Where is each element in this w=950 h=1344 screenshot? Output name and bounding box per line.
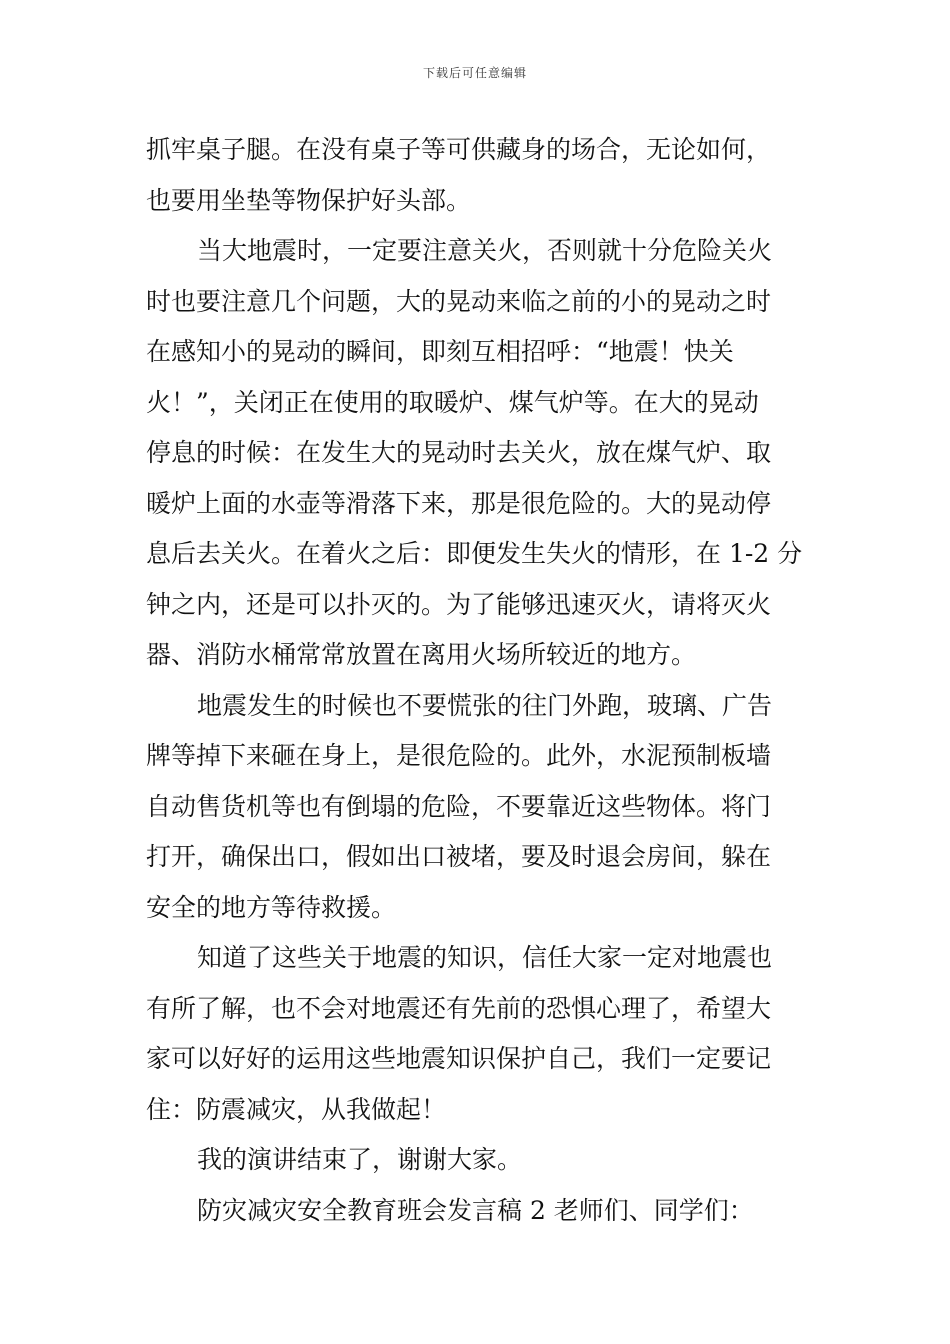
text-line: 时也要注意几个问题，大的晃动来临之前的小的晃动之时: [146, 286, 772, 316]
text-line: 火！”，关闭正在使用的取暖炉、煤气炉等。在大的晃动: [146, 387, 759, 417]
text-line: 牌等掉下来砸在身上，是很危险的。此外，水泥预制板墙: [146, 741, 772, 770]
text-line: 息后去关火。在着火之后：即便发生失火的情形，在 1-2 分: [146, 539, 803, 568]
text-line: 在感知小的晃动的瞬间，即刻互相招呼：“地震！快关: [146, 337, 734, 366]
text-line: 也要用坐垫等物保护好头部。: [146, 185, 472, 215]
text-line: 暖炉上面的水壶等滑落下来，那是很危险的。大的晃动停: [146, 488, 772, 518]
text-line: 防灾减灾安全教育班会发言稿 2 老师们、同学们：: [197, 1195, 754, 1225]
text-line: 家可以好好的运用这些地震知识保护自己，我们一定要记: [146, 1044, 772, 1073]
text-line: 住：防震减灾，从我做起！: [146, 1094, 447, 1124]
page-header: 下载后可任意编辑: [422, 66, 527, 80]
text-line: 打开，确保出口，假如出口被堵，要及时退会房间，躲在: [146, 842, 772, 871]
text-line: 抓牢桌子腿。在没有桌子等可供藏身的场合，无论如何，: [146, 135, 772, 164]
text-line: 地震发生的时候也不要慌张的往门外跑，玻璃、广告: [197, 690, 773, 720]
text-line: 当大地震时，一定要注意关火，否则就十分危险关火: [197, 236, 773, 265]
document-body: [146, 125, 808, 1236]
text-line: 停息的时候：在发生大的晃动时去关火，放在煤气炉、取: [146, 438, 772, 467]
text-line: 有所了解，也不会对地震还有先前的恐惧心理了，希望大: [146, 993, 772, 1023]
text-line: 知道了这些关于地震的知识，信任大家一定对地震也: [197, 943, 773, 972]
text-line: 器、消防水桶常常放置在离用火场所较近的地方。: [146, 640, 697, 669]
text-line: 我的演讲结束了，谢谢大家。: [197, 1145, 523, 1174]
text-line: 自动售货机等也有倒塌的危险，不要靠近这些物体。将门: [146, 791, 772, 821]
text-line: 钟之内，还是可以扑灭的。为了能够迅速灭火，请将灭火: [146, 589, 772, 619]
text-line: 安全的地方等待救援。: [146, 892, 397, 922]
